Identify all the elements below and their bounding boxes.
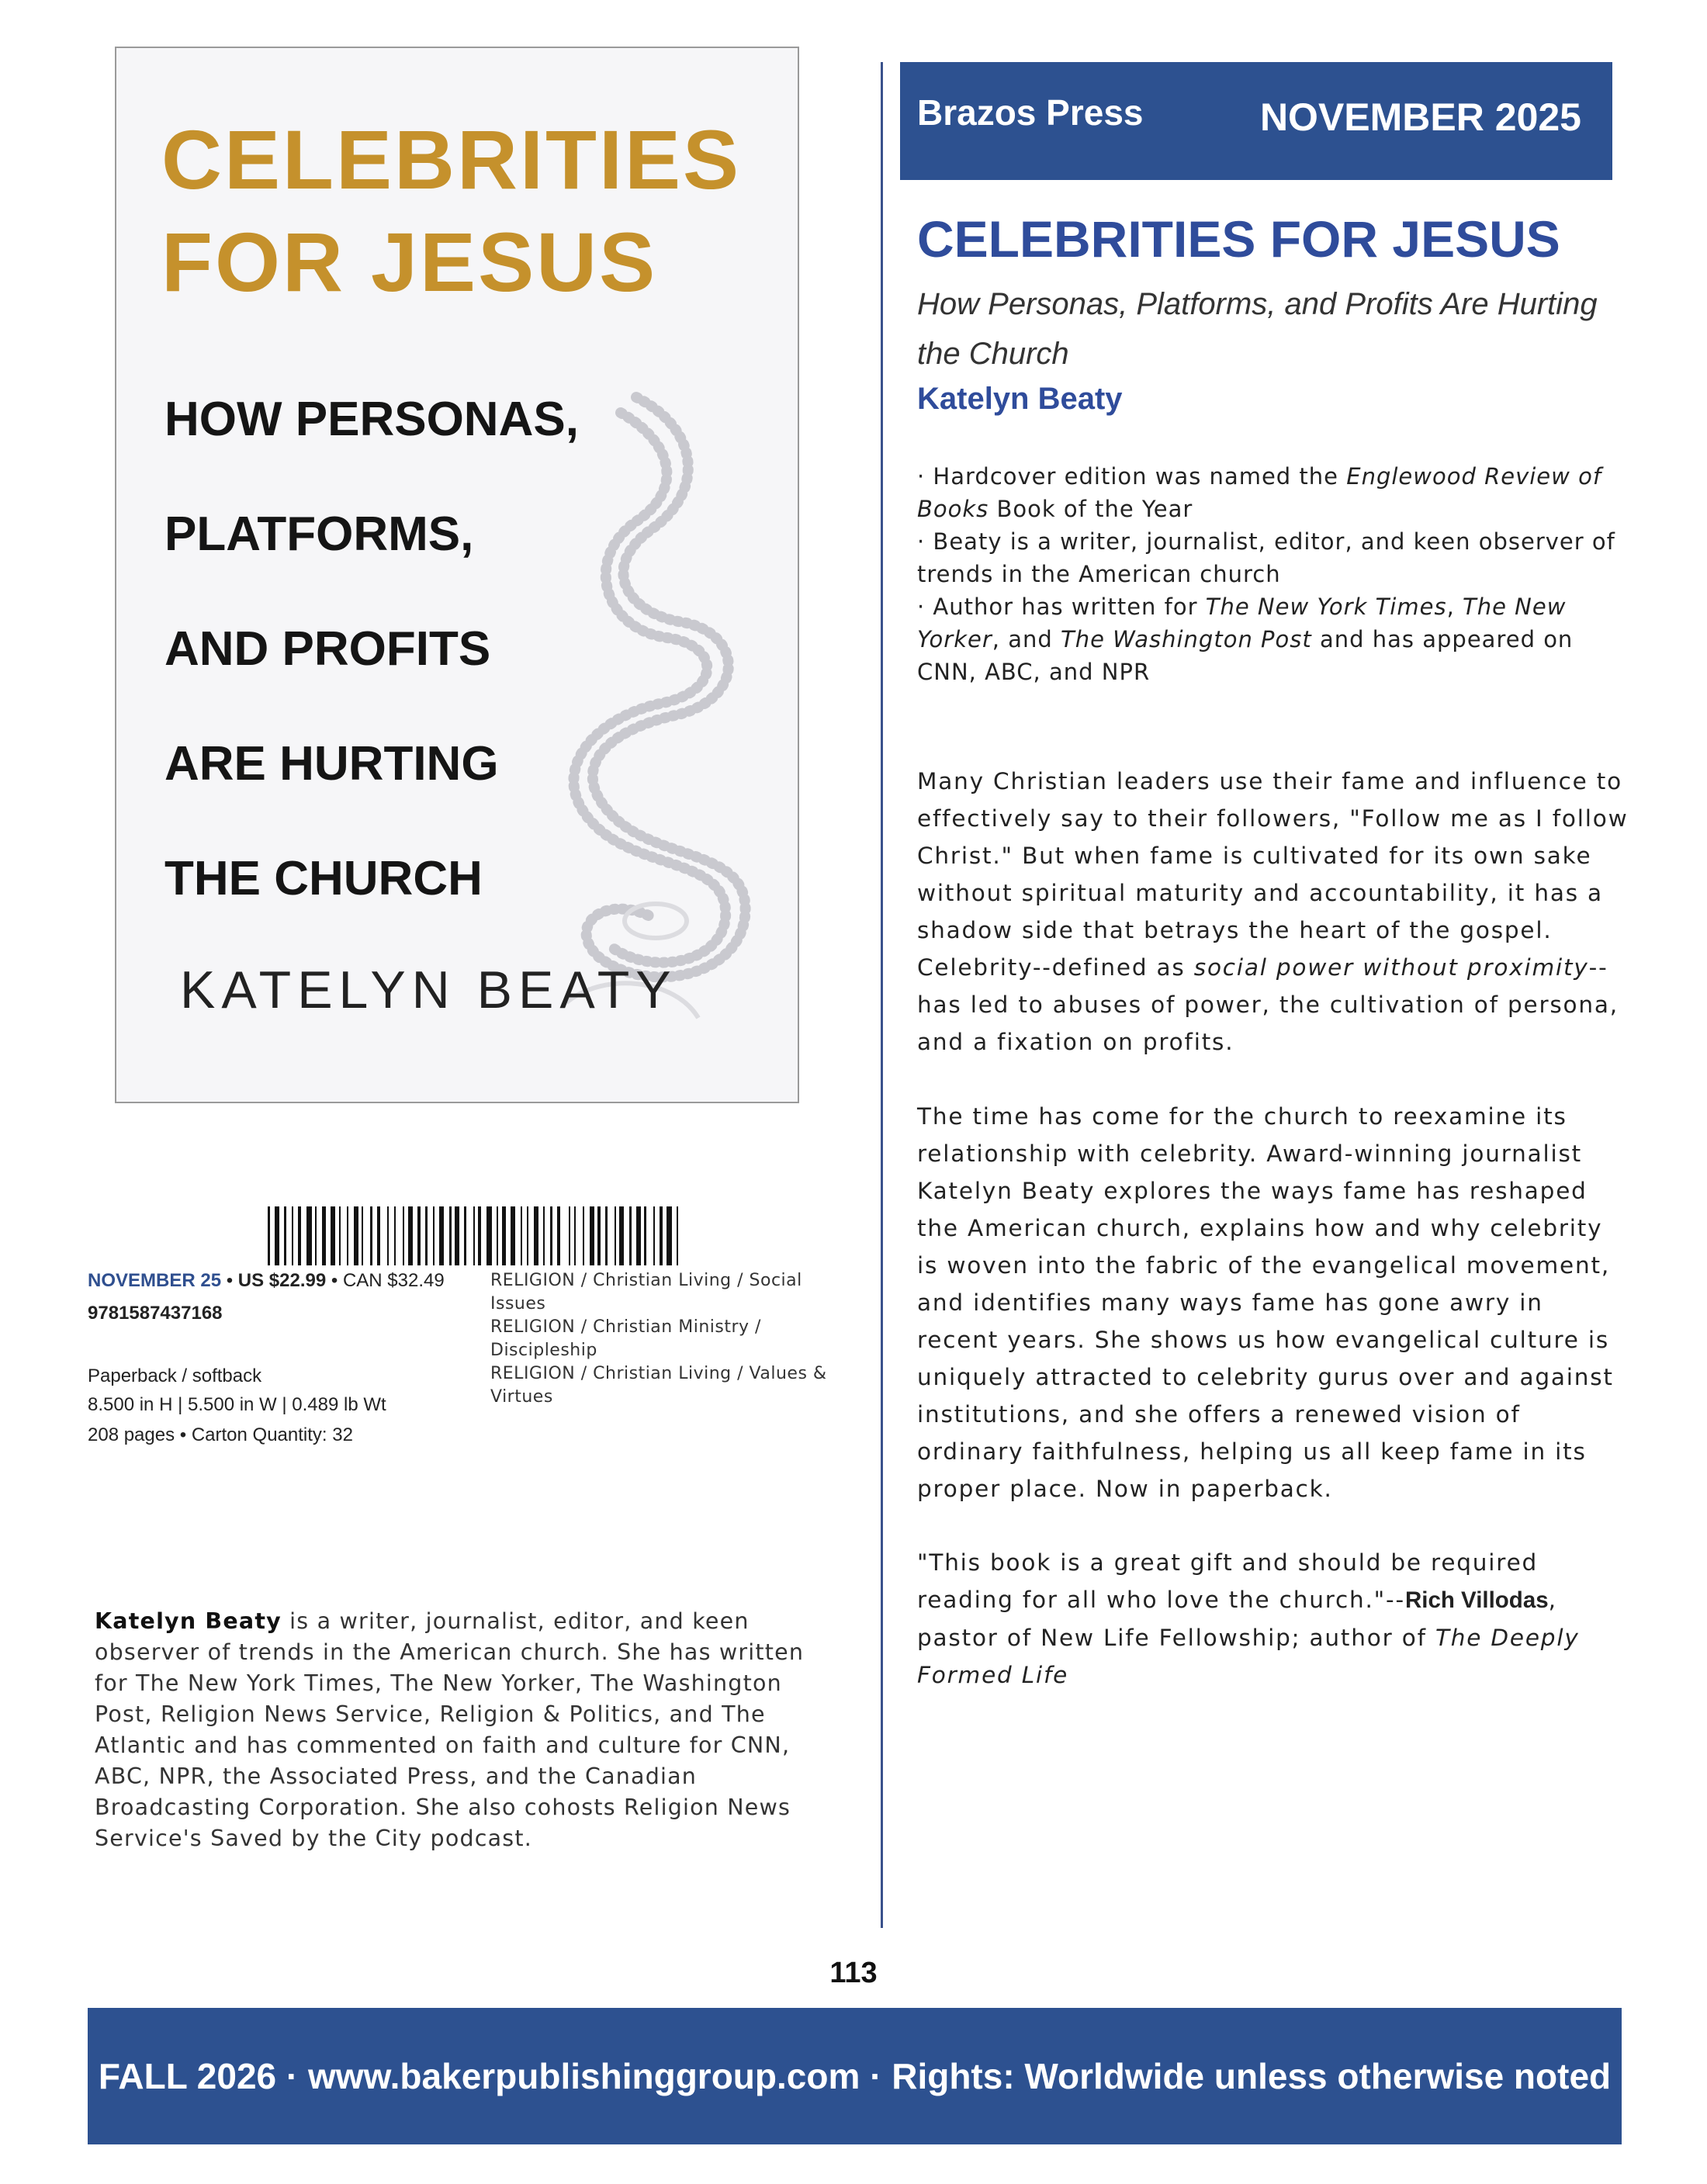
selling-point: [917, 460, 1615, 525]
cover-title-line: CELEBRITIES: [161, 112, 742, 206]
book-author: Katelyn Beaty: [917, 382, 1123, 416]
cover-title-line: FOR JESUS: [161, 215, 658, 309]
emphasis: The Washington Post: [1060, 626, 1312, 652]
subject-item: RELIGION / Christian Living / Values & Virtues: [490, 1364, 827, 1407]
cover-title: [161, 109, 798, 313]
cover-subtitle: [164, 362, 754, 936]
cover-subtitle-line: ARE HURTING: [164, 737, 499, 791]
text: Many Christian leaders use their fame and influence to effectively say to their followers, "Follow me as I follow Christ." But when fame is cultivated for its own sake without spiritual maturity and accountability, it has a shadow side that betrays the heart of the gospel. Celebrity--defined as: [917, 768, 1629, 981]
dimensions: 8.500 in H | 5.500 in W | 0.489 lb Wt: [88, 1394, 386, 1415]
book-title: CELEBRITIES FOR JESUS: [917, 210, 1560, 268]
emphasis: social power without proximity: [1193, 954, 1589, 981]
separator: •: [326, 1270, 343, 1291]
selling-points: [917, 460, 1615, 688]
text: · Hardcover edition was named the: [917, 463, 1347, 490]
book-cover: [115, 47, 799, 1103]
cover-author: KATELYN BEATY: [180, 960, 677, 1019]
bio-text: is a writer, journalist, editor, and keen observer of trends in the American church. She has written for The New York Times, The New Yorker, The Washington Post, Religion News Service, Religion & Politics, and The Atlantic and has commented on faith and culture for CNN, ABC, NPR, the Associated Press, and the Canadian Broadcasting Corporation. She also cohosts Religion News Service's Saved by the City podcast.: [95, 1608, 805, 1851]
book-subtitle: How Personas, Platforms, and Profits Are Hurting the Church: [917, 287, 1598, 371]
description-paragraph: The time has come for the church to reexamine its relationship with celebrity. Award-winning journalist Katelyn Beaty explores the ways fame has reshaped the American church, explains how and why celebrity is woven into the fabric of the evangelical movement, and identifies many ways fame has gone awry in recent years. She shows us how evangelical culture is uniquely attracted to celebrity gurus over and against institutions, and she offers a renewed vision of ordinary faithfulness, helping us all keep fame in its proper place. Now in paperback.: [917, 1103, 1614, 1502]
footer-banner: [88, 2008, 1622, 2144]
publisher-header: [900, 62, 1612, 180]
column-divider: [881, 62, 883, 1928]
page-number: 113: [829, 1957, 878, 1989]
emphasis: The New York Times: [1205, 594, 1447, 620]
cover-subtitle-line: PLATFORMS,: [164, 507, 474, 561]
description-paragraph: [917, 763, 1631, 1061]
price-can: CAN $32.49: [342, 1270, 445, 1291]
subject-item: RELIGION / Christian Living / Social Issues: [490, 1271, 802, 1314]
text: , and: [992, 626, 1061, 652]
text: Book of the Year: [989, 496, 1193, 522]
isbn: 9781587437168: [88, 1303, 223, 1324]
release-month: NOVEMBER 25: [88, 1270, 222, 1291]
separator: •: [221, 1270, 238, 1291]
footer-text: FALL 2026 · www.bakerpublishinggroup.com · Rights: Worldwide unless otherwise noted: [98, 2056, 1612, 2096]
text: · Author has written for: [917, 594, 1206, 620]
pages-carton: 208 pages • Carton Quantity: 32: [88, 1424, 353, 1445]
release-price-line: [88, 1270, 445, 1292]
endorser-book: The Deeply Formed Life: [917, 1625, 1580, 1688]
selling-point: · Beaty is a writer, journalist, editor, and keen observer of trends in the American church: [917, 528, 1615, 587]
format: Paperback / softback: [88, 1365, 262, 1386]
cover-subtitle-line: AND PROFITS: [164, 622, 491, 676]
endorsement: [917, 1544, 1631, 1694]
publisher-name: Brazos Press: [917, 92, 1144, 133]
subject-list: [490, 1269, 847, 1409]
emphasis: The New Yorker: [917, 594, 1567, 652]
cover-subtitle-line: THE CHURCH: [164, 852, 483, 905]
text: ,: [1446, 594, 1463, 620]
subject-item: RELIGION / Christian Ministry / Discipleship: [490, 1317, 761, 1360]
selling-point: [917, 590, 1615, 688]
endorsement-quote: "This book is a great gift and should be required reading for all who love the church."--: [917, 1549, 1539, 1613]
endorser-name: Rich Villodas: [1404, 1587, 1549, 1613]
cover-subtitle-line: HOW PERSONAS,: [164, 393, 579, 446]
endorser-affiliation: , pastor of New Life Fellowship; author of: [917, 1587, 1557, 1651]
emphasis: Englewood Review of Books: [917, 463, 1602, 522]
text: --has led to abuses of power, the cultivation of persona, and a fixation on profits.: [917, 954, 1619, 1055]
bio-author-name: Katelyn Beaty: [95, 1608, 282, 1634]
publication-date: NOVEMBER 2025: [1259, 95, 1581, 139]
barcode-icon: [268, 1206, 679, 1269]
text: and has appeared on CNN, ABC, and NPR: [917, 626, 1574, 685]
price-us: US $22.99: [237, 1270, 327, 1291]
author-bio: [95, 1606, 840, 1854]
